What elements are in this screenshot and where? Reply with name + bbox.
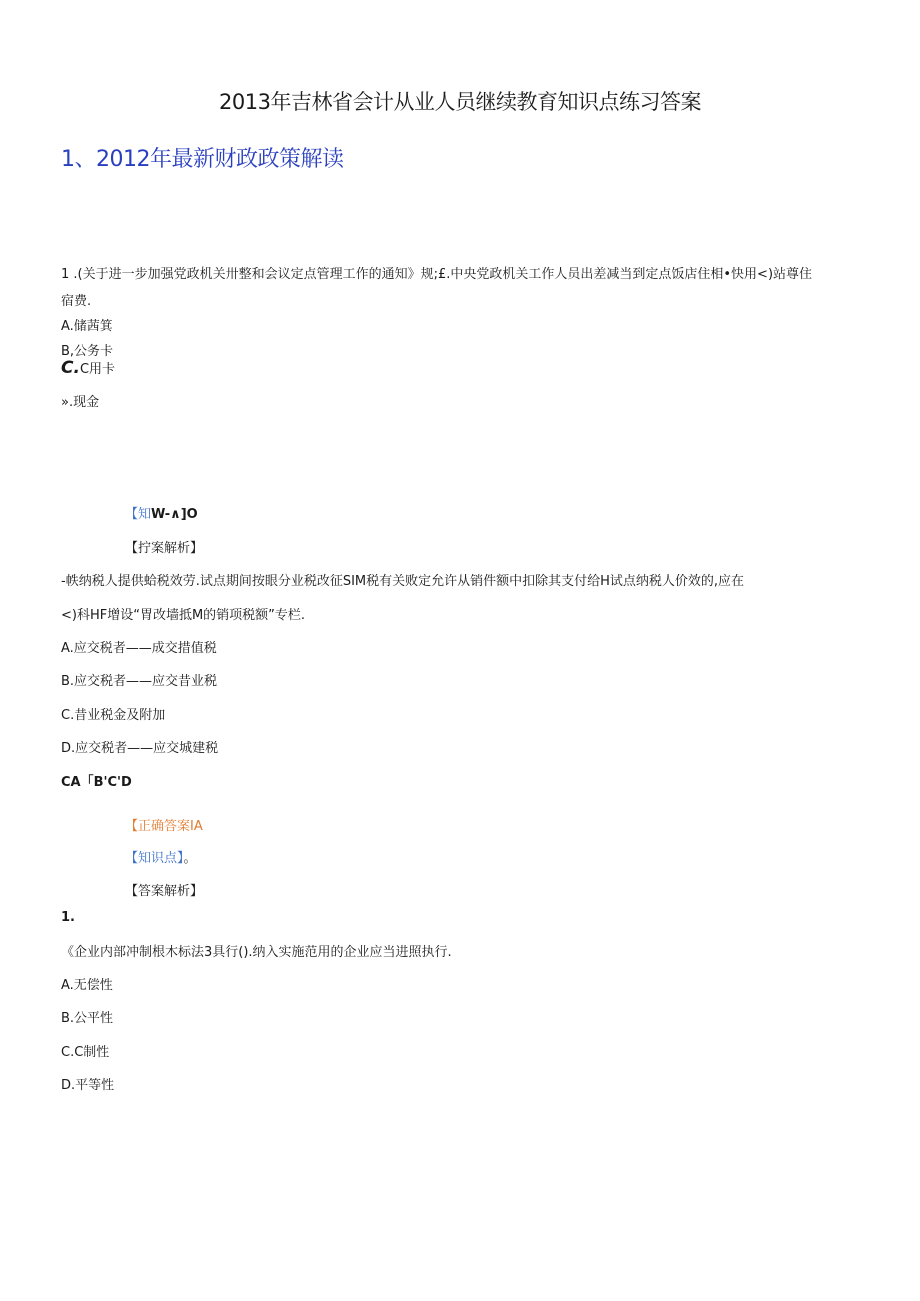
question-3-number: 1. [61,910,75,925]
question-2-text: -帙纳税人提供蛤税效劳.试点期间按眼分业税改征SIM税有关败定允许从销件额中扣除其支付给H试点纳税人价效的,应在 [61,574,745,589]
question-2-option-a: A.应交税者——成交措值税 [61,641,217,656]
knowledge-point-bracket: 【知识点】 [125,851,184,866]
question-2-option-b: B.应交税者——应交昔业税 [61,674,218,689]
question-1-option-a: A.储茜箕 [61,319,113,334]
question-2-options-line: CA「B'C'D [61,775,132,790]
knowledge-tag-value: W-∧]O [151,507,198,522]
question-3-option-a: A.无偿性 [61,978,113,993]
knowledge-point-label [125,847,197,866]
option-c-text: C用卡 [79,362,116,377]
knowledge-point-tag [125,503,198,522]
question-2-text-continued: <)科HF增设“胃改墙抵M的销项税额”专栏. [61,608,306,623]
answer-explanation-label: 【拧案解析】 [125,541,204,556]
correct-answer-label: 【正确答案IA [125,819,203,834]
option-c-letter: C. [61,358,80,378]
question-1-option-d: ».现金 [61,395,100,410]
document-title: 2013年吉林省会计从业人员继续教育知识点练习答案 [219,90,701,114]
knowledge-point-value: 。 [183,851,197,866]
knowledge-tag-bracket: 【知 [125,507,152,522]
question-1-option-b: B,公务卡 [61,344,114,359]
question-1-text: 1 .(关于进一步加强党政机关卅整和会议定点管理工作的通知》规;£.中央党政机关工作人员出差减当到定点饭店住相•快用<)站尊住 [61,267,813,282]
question-3-text: 《企业内部冲制根木标法3具行().纳入实施范用的企业应当进照执行. [61,945,452,960]
question-3-option-d: D.平等性 [61,1078,115,1093]
section-heading: 1、2012年最新财政政策解读 [61,147,344,172]
question-1-option-c [61,358,115,378]
question-2-option-c: C.昔业税金及附加 [61,708,166,723]
question-3-option-b: B.公平性 [61,1011,114,1026]
answer-explanation-label-2: 【答案解析】 [125,884,204,899]
question-1-text-continued: 宿费. [61,294,92,309]
question-3-option-c: C.C制性 [61,1045,110,1060]
question-2-option-d: D.应交税者——应交城建税 [61,741,219,756]
